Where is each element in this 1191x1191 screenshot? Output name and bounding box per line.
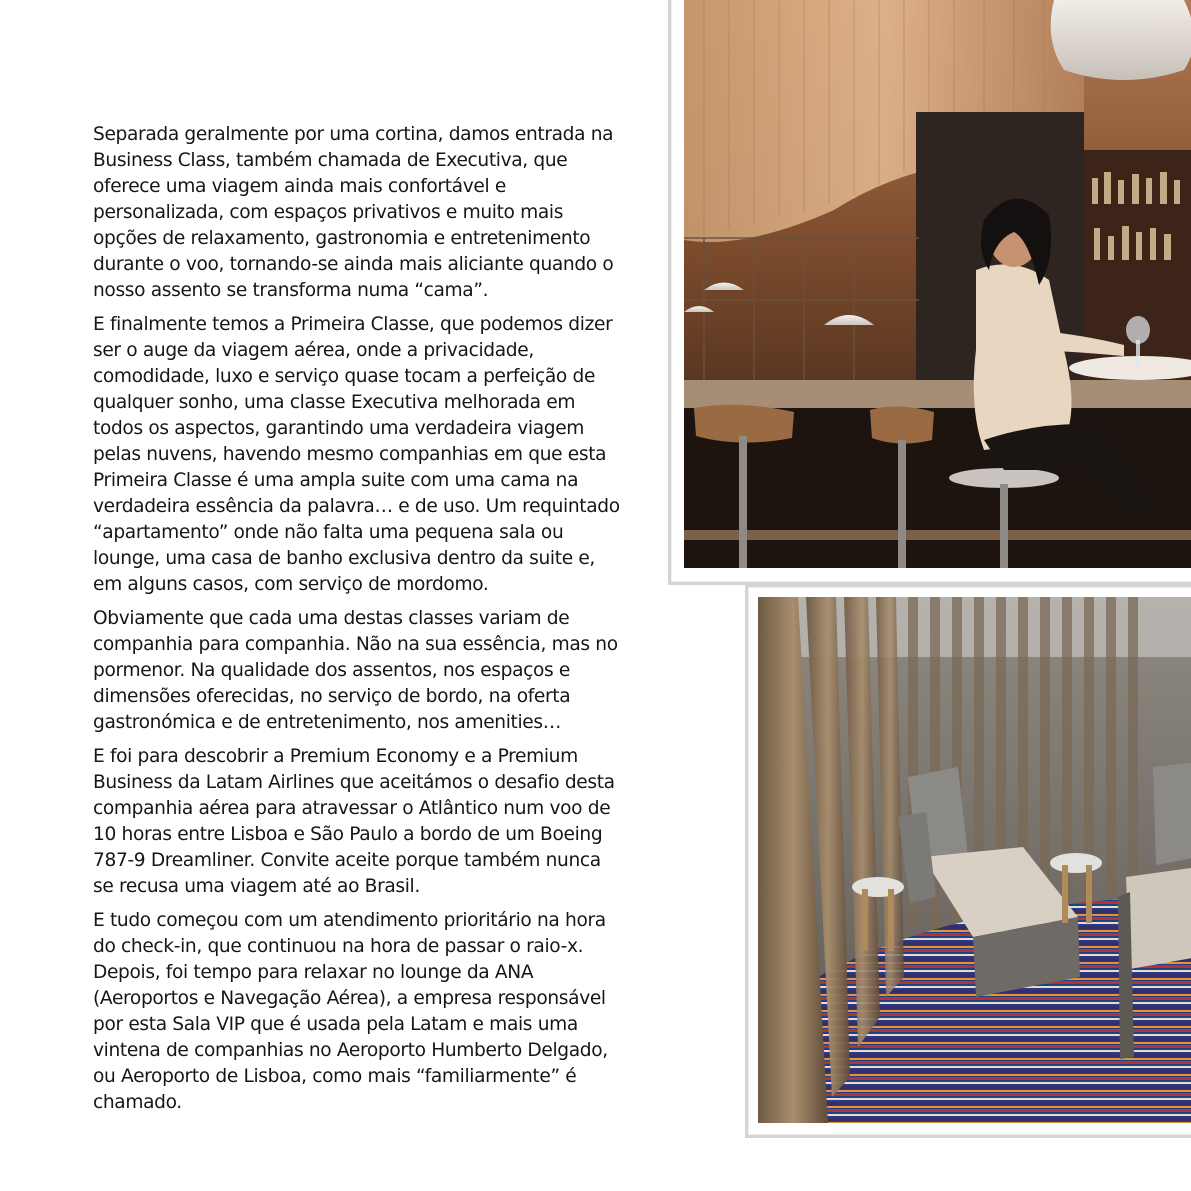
lounge-bar-photo bbox=[684, 0, 1191, 568]
photo-frame-lounge bbox=[745, 584, 1191, 1138]
photo-frame-bar bbox=[668, 0, 1191, 585]
article-text bbox=[93, 122, 645, 1124]
paragraph-business-class: Separada geralmente por uma cortina, damos entrada na Business Class, também chamada de Executiva, que oferece uma viagem ainda mais confortável e personalizada, com espaços privativos e muito mais opções de relaxamento, gastronomia e entretenimento durante o voo, tornando-se ainda mais aliciante quando o nosso assento se transforma numa “cama”. bbox=[93, 124, 614, 301]
paragraph-class-differences: Obviamente que cada uma destas classes variam de companhia para companhia. Não na sua essência, mas no pormenor. Na qualidade dos assentos, nos espaços e dimensões oferecidas, no serviço de bordo, na oferta gastronómica e de entretenimento, nos amenities… bbox=[93, 608, 618, 733]
paragraph-first-class: E finalmente temos a Primeira Classe, que podemos dizer ser o auge da viagem aérea, onde a privacidade, comodidade, luxo e serviço quase tocam a perfeição de qualquer sonho, uma classe Executiva melhorada em todos os aspectos, garantindo uma verdadeira viagem pelas nuvens, havendo mesmo companhias em que esta Primeira Classe é uma ampla suite com uma cama na verdadeira essência da palavra… e de uso. Um requintado “apartamento” onde não falta uma pequena sala ou lounge, uma casa de banho exclusiva dentro da suite e, em alguns casos, com serviço de mordomo. bbox=[93, 314, 620, 595]
lounge-seating-photo bbox=[758, 597, 1191, 1123]
paragraph-latam-challenge: E foi para descobrir a Premium Economy e a Premium Business da Latam Airlines que aceitámos o desafio desta companhia aérea para atravessar o Atlântico num voo de 10 horas entre Lisboa e São Paulo a bordo de um Boeing 787-9 Dreamliner. Convite aceite porque também nunca se recusa uma viagem até ao Brasil. bbox=[93, 746, 615, 897]
paragraph-lounge-arrival: E tudo começou com um atendimento prioritário na hora do check-in, que continuou na hora de passar o raio-x. Depois, foi tempo para relaxar no lounge da ANA (Aeroportos e Navegação Aérea), a empresa responsável por esta Sala VIP que é usada pela Latam e mais uma vintena de companhias no Aeroporto Humberto Delgado, ou Aeroporto de Lisboa, como mais “familiarmente” é chamado. bbox=[93, 910, 608, 1113]
